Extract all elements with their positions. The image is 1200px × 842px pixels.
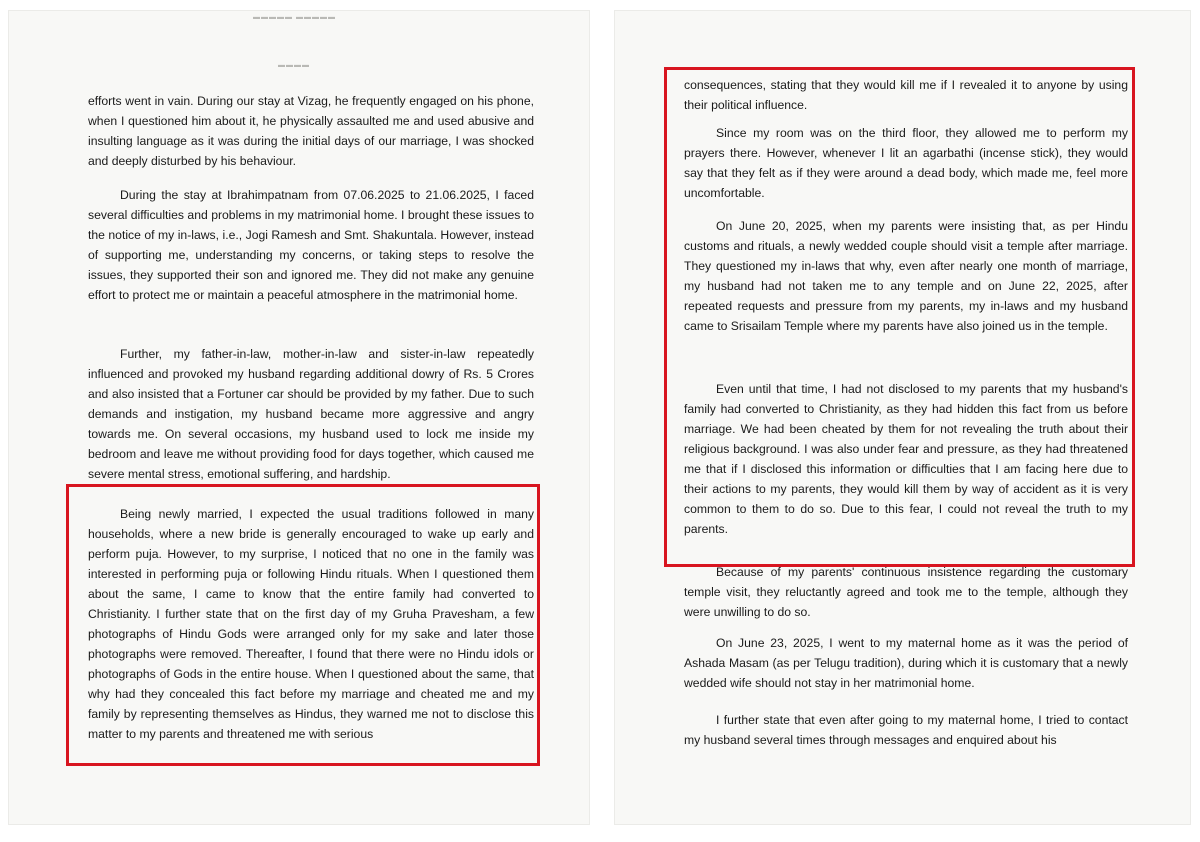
right-paragraph-1: consequences, stating that they would kill me if I revealed it to anyone by using their political influence. xyxy=(684,78,1128,112)
left-paragraph-1: efforts went in vain. During our stay at Vizag, he frequently engaged on his phone, when I questioned him about it, he physically assaulted me and used abusive and insulting language as it was during the initial days of our marriage, I was shocked and deeply disturbed by his behaviour. xyxy=(88,94,534,168)
document-page-left xyxy=(8,10,590,825)
right-paragraph-3: On June 20, 2025, when my parents were insisting that, as per Hindu customs and rituals, a newly wedded couple should visit a temple after marriage. They questioned my in-laws that why, even after nearly one month of marriage, my husband had not taken me to any temple and on June 22, 2025, after repeated requests and pressure from my parents, my in-laws and my husband came to Srisailam Temple where my parents have also joined us in the temple. xyxy=(684,219,1128,333)
faint-page-mark: ▬▬▬▬ xyxy=(278,62,310,69)
right-paragraph-7: I further state that even after going to my maternal home, I tried to contact my husband several times through messages and enquired about his xyxy=(684,713,1128,747)
highlight-box-left xyxy=(66,484,540,766)
right-paragraph-4: Even until that time, I had not disclosed to my parents that my husband's family had converted to Christianity, as they had hidden this fact from us before marriage. We had been cheated by them for not revealing the truth about their religious background. I was also under fear and pressure, as they had threatened me that if I disclosed this information or difficulties that I am facing here due to their actions to my parents, they would kill them by way of accident as it is very common to them to do so. Due to this fear, I could not reveal the truth to my parents. xyxy=(684,382,1128,536)
left-paragraph-3: Further, my father-in-law, mother-in-law and sister-in-law repeatedly influenced and provoked my husband regarding additional dowry of Rs. 5 Crores and also insisted that a Fortuner car should be provided by my father. Due to such demands and instigation, my husband became more aggressive and angry towards me. On several occasions, my husband used to lock me inside my bedroom and leave me without providing food for days together, which caused me severe mental stress, emotional suffering, and hardship. xyxy=(88,347,534,481)
highlight-box-right xyxy=(664,67,1135,567)
left-paragraph-4: Being newly married, I expected the usual traditions followed in many households, where a new bride is generally encouraged to wake up early and perform puja. However, to my surprise, I noticed that no one in the family was interested in performing puja or following Hindu rituals. When I questioned them about the same, I came to know that the entire family had converted to Christianity. I further state that on the first day of my Gruha Pravesham, a few photographs of Hindu Gods were arranged only for my sake and later those photographs were removed. Thereafter, I found that there were no Hindu idols or photographs of Gods in the entire house. When I questioned about the same, that why had they concealed this fact before my marriage and cheated me and my family by representing themselves as Hindus, they warned me not to disclose this matter to my parents and threatened me with serious xyxy=(88,507,534,741)
left-paragraph-2: During the stay at Ibrahimpatnam from 07.06.2025 to 21.06.2025, I faced several difficulties and problems in my matrimonial home. I brought these issues to the notice of my in-laws, i.e., Jogi Ramesh and Smt. Shakuntala. However, instead of supporting me, understanding my concerns, or taking steps to resolve the issues, they supported their son and ignored me. They did not make any genuine effort to protect me or maintain a peaceful atmosphere in the matrimonial home. xyxy=(88,188,534,302)
right-paragraph-6: On June 23, 2025, I went to my maternal home as it was the period of Ashada Masam (as per Telugu tradition), during which it is customary that a newly wedded wife should not stay in her matrimonial home. xyxy=(684,636,1128,690)
document-page-right xyxy=(614,10,1191,825)
right-paragraph-2: Since my room was on the third floor, they allowed me to perform my prayers there. However, whenever I lit an agarbathi (incense stick), they would say that they felt as if they were around a dead body, which made me, feel more uncomfortable. xyxy=(684,126,1128,200)
faint-page-header: ▬▬▬▬▬ ▬▬▬▬▬ xyxy=(253,14,336,21)
right-paragraph-5: Because of my parents' continuous insistence regarding the customary temple visit, they reluctantly agreed and took me to the temple, although they were unwilling to do so. xyxy=(684,565,1128,619)
